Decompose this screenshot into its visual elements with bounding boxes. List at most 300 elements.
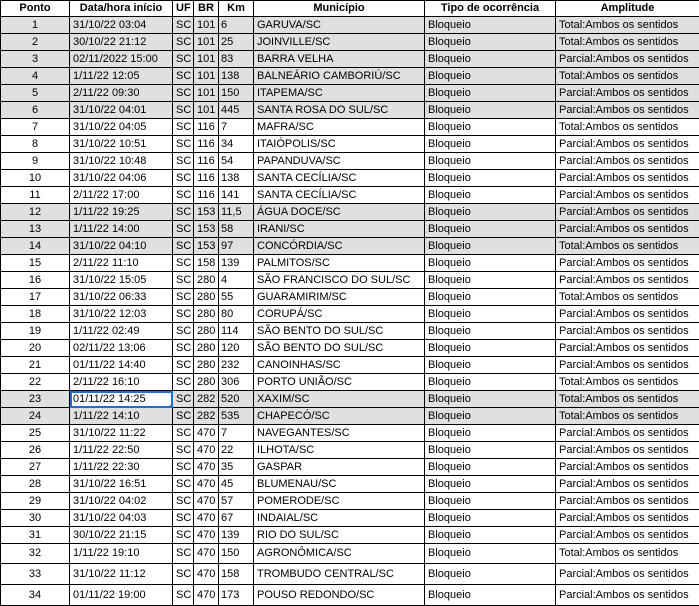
cell-ponto[interactable]: 27 [1, 459, 70, 476]
cell-amplitude[interactable]: Total:Ambos os sentidos [556, 544, 699, 564]
cell-tipo-ocorrencia[interactable]: Bloqueio [425, 85, 556, 102]
cell-municipio[interactable]: POMERODE/SC [254, 493, 425, 510]
cell-uf[interactable]: SC [173, 510, 194, 527]
cell-uf[interactable]: SC [173, 527, 194, 544]
cell-km[interactable]: 67 [219, 510, 254, 527]
cell-municipio[interactable]: SANTA ROSA DO SUL/SC [254, 102, 425, 119]
cell-municipio[interactable]: PALMITOS/SC [254, 255, 425, 272]
cell-ponto[interactable]: 32 [1, 544, 70, 564]
cell-amplitude[interactable]: Total:Ambos os sentidos [556, 391, 699, 408]
table-row [1, 585, 699, 606]
cell-br[interactable]: 280 [194, 289, 219, 306]
cell-uf[interactable]: SC [173, 68, 194, 85]
header-ponto[interactable]: Ponto [1, 1, 70, 17]
cell-km[interactable]: 22 [219, 442, 254, 459]
cell-data-hora[interactable]: 2/11/22 11:10 [70, 255, 173, 272]
cell-amplitude[interactable]: Parcial:Ambos os sentidos [556, 527, 699, 544]
cell-tipo-ocorrencia[interactable]: Bloqueio [425, 187, 556, 204]
cell-amplitude[interactable]: Total:Ambos os sentidos [556, 119, 699, 136]
cell-uf[interactable]: SC [173, 476, 194, 493]
cell-data-hora[interactable]: 1/11/22 12:05 [70, 68, 173, 85]
cell-data-hora[interactable]: 31/10/22 12:03 [70, 306, 173, 323]
cell-km[interactable]: 139 [219, 255, 254, 272]
cell-amplitude[interactable]: Parcial:Ambos os sentidos [556, 340, 699, 357]
table-row [1, 272, 699, 289]
table-row [1, 391, 699, 408]
cell-tipo-ocorrencia[interactable]: Bloqueio [425, 289, 556, 306]
cell-uf[interactable]: SC [173, 306, 194, 323]
cell-amplitude[interactable]: Total:Ambos os sentidos [556, 17, 699, 34]
cell-tipo-ocorrencia[interactable]: Bloqueio [425, 238, 556, 255]
cell-amplitude[interactable]: Total:Ambos os sentidos [556, 408, 699, 425]
table-row [1, 459, 699, 476]
cell-amplitude[interactable]: Total:Ambos os sentidos [556, 289, 699, 306]
cell-ponto[interactable]: 3 [1, 51, 70, 68]
cell-ponto[interactable]: 24 [1, 408, 70, 425]
header-br[interactable]: BR [194, 1, 219, 17]
cell-amplitude[interactable]: Parcial:Ambos os sentidos [556, 493, 699, 510]
cell-tipo-ocorrencia[interactable]: Bloqueio [425, 323, 556, 340]
cell-uf[interactable]: SC [173, 544, 194, 564]
cell-municipio[interactable]: CORUPÁ/SC [254, 306, 425, 323]
cell-tipo-ocorrencia[interactable]: Bloqueio [425, 585, 556, 606]
cell-km[interactable]: 54 [219, 153, 254, 170]
cell-tipo-ocorrencia[interactable]: Bloqueio [425, 391, 556, 408]
cell-ponto[interactable]: 8 [1, 136, 70, 153]
cell-ponto[interactable]: 7 [1, 119, 70, 136]
cell-br[interactable]: 280 [194, 374, 219, 391]
cell-tipo-ocorrencia[interactable]: Bloqueio [425, 68, 556, 85]
cell-municipio[interactable]: PORTO UNIÃO/SC [254, 374, 425, 391]
cell-km[interactable]: 80 [219, 306, 254, 323]
cell-data-hora[interactable]: 1/11/22 19:10 [70, 544, 173, 564]
cell-data-hora[interactable]: 31/10/22 04:06 [70, 170, 173, 187]
cell-amplitude[interactable]: Parcial:Ambos os sentidos [556, 221, 699, 238]
cell-br[interactable]: 116 [194, 170, 219, 187]
cell-ponto[interactable]: 10 [1, 170, 70, 187]
cell-km[interactable]: 35 [219, 459, 254, 476]
cell-municipio[interactable]: ITAPEMA/SC [254, 85, 425, 102]
cell-tipo-ocorrencia[interactable]: Bloqueio [425, 34, 556, 51]
cell-ponto[interactable]: 16 [1, 272, 70, 289]
header-municipio[interactable]: Município [254, 1, 425, 17]
cell-km[interactable]: 7 [219, 425, 254, 442]
cell-uf[interactable]: SC [173, 221, 194, 238]
cell-data-hora[interactable]: 02/11/22 13:06 [70, 340, 173, 357]
cell-tipo-ocorrencia[interactable]: Bloqueio [425, 306, 556, 323]
cell-amplitude[interactable]: Parcial:Ambos os sentidos [556, 476, 699, 493]
cell-km[interactable]: 4 [219, 272, 254, 289]
cell-amplitude[interactable]: Total:Ambos os sentidos [556, 374, 699, 391]
cell-uf[interactable]: SC [173, 459, 194, 476]
cell-data-hora[interactable]: 31/10/22 04:01 [70, 102, 173, 119]
cell-tipo-ocorrencia[interactable]: Bloqueio [425, 136, 556, 153]
cell-uf[interactable]: SC [173, 170, 194, 187]
cell-km[interactable]: 45 [219, 476, 254, 493]
cell-tipo-ocorrencia[interactable]: Bloqueio [425, 510, 556, 527]
cell-br[interactable]: 470 [194, 527, 219, 544]
cell-ponto[interactable]: 11 [1, 187, 70, 204]
cell-km[interactable]: 173 [219, 585, 254, 606]
table-row [1, 357, 699, 374]
cell-amplitude[interactable]: Parcial:Ambos os sentidos [556, 255, 699, 272]
cell-br[interactable]: 470 [194, 493, 219, 510]
cell-ponto[interactable]: 17 [1, 289, 70, 306]
cell-municipio[interactable]: SANTA CECÍLIA/SC [254, 170, 425, 187]
cell-amplitude[interactable]: Parcial:Ambos os sentidos [556, 187, 699, 204]
cell-data-hora[interactable]: 30/10/22 21:15 [70, 527, 173, 544]
cell-tipo-ocorrencia[interactable]: Bloqueio [425, 340, 556, 357]
cell-data-hora[interactable]: 1/11/22 22:30 [70, 459, 173, 476]
cell-tipo-ocorrencia[interactable]: Bloqueio [425, 272, 556, 289]
cell-amplitude[interactable]: Parcial:Ambos os sentidos [556, 425, 699, 442]
cell-data-hora[interactable]: 31/10/22 06:33 [70, 289, 173, 306]
cell-tipo-ocorrencia[interactable]: Bloqueio [425, 102, 556, 119]
cell-km[interactable]: 141 [219, 187, 254, 204]
cell-municipio[interactable]: TROMBUDO CENTRAL/SC [254, 564, 425, 585]
header-uf[interactable]: UF [173, 1, 194, 17]
cell-ponto[interactable]: 29 [1, 493, 70, 510]
cell-municipio[interactable]: POUSO REDONDO/SC [254, 585, 425, 606]
cell-br[interactable]: 101 [194, 85, 219, 102]
cell-uf[interactable]: SC [173, 136, 194, 153]
cell-br[interactable]: 116 [194, 187, 219, 204]
cell-ponto[interactable]: 23 [1, 391, 70, 408]
cell-tipo-ocorrencia[interactable]: Bloqueio [425, 527, 556, 544]
cell-municipio[interactable]: ÁGUA DOCE/SC [254, 204, 425, 221]
cell-ponto[interactable]: 30 [1, 510, 70, 527]
cell-municipio[interactable]: NAVEGANTES/SC [254, 425, 425, 442]
cell-ponto[interactable]: 13 [1, 221, 70, 238]
cell-municipio[interactable]: PAPANDUVA/SC [254, 153, 425, 170]
cell-municipio[interactable]: GUARAMIRIM/SC [254, 289, 425, 306]
cell-km[interactable]: 55 [219, 289, 254, 306]
cell-amplitude[interactable]: Total:Ambos os sentidos [556, 68, 699, 85]
cell-br[interactable]: 282 [194, 391, 219, 408]
table-row [1, 238, 699, 255]
cell-ponto[interactable]: 15 [1, 255, 70, 272]
cell-ponto[interactable]: 25 [1, 425, 70, 442]
cell-data-hora[interactable]: 31/10/22 04:10 [70, 238, 173, 255]
table-row [1, 255, 699, 272]
cell-data-hora[interactable]: 31/10/22 10:51 [70, 136, 173, 153]
cell-km[interactable]: 445 [219, 102, 254, 119]
cell-ponto[interactable]: 4 [1, 68, 70, 85]
cell-amplitude[interactable]: Parcial:Ambos os sentidos [556, 585, 699, 606]
cell-municipio[interactable]: BARRA VELHA [254, 51, 425, 68]
cell-br[interactable]: 101 [194, 68, 219, 85]
cell-br[interactable]: 280 [194, 323, 219, 340]
cell-uf[interactable]: SC [173, 425, 194, 442]
cell-tipo-ocorrencia[interactable]: Bloqueio [425, 357, 556, 374]
cell-uf[interactable]: SC [173, 187, 194, 204]
cell-br[interactable]: 153 [194, 204, 219, 221]
cell-amplitude[interactable]: Parcial:Ambos os sentidos [556, 459, 699, 476]
cell-ponto[interactable]: 33 [1, 564, 70, 585]
cell-tipo-ocorrencia[interactable]: Bloqueio [425, 153, 556, 170]
cell-km[interactable]: 138 [219, 68, 254, 85]
cell-ponto[interactable]: 2 [1, 34, 70, 51]
cell-km[interactable]: 158 [219, 564, 254, 585]
cell-amplitude[interactable]: Parcial:Ambos os sentidos [556, 51, 699, 68]
cell-ponto[interactable]: 1 [1, 17, 70, 34]
cell-amplitude[interactable]: Total:Ambos os sentidos [556, 34, 699, 51]
cell-tipo-ocorrencia[interactable]: Bloqueio [425, 425, 556, 442]
cell-tipo-ocorrencia[interactable]: Bloqueio [425, 459, 556, 476]
cell-municipio[interactable]: INDAIAL/SC [254, 510, 425, 527]
cell-data-hora[interactable]: 31/10/22 10:48 [70, 153, 173, 170]
cell-amplitude[interactable]: Parcial:Ambos os sentidos [556, 85, 699, 102]
table-row [1, 425, 699, 442]
cell-amplitude[interactable]: Parcial:Ambos os sentidos [556, 306, 699, 323]
cell-municipio[interactable]: JOINVILLE/SC [254, 34, 425, 51]
cell-br[interactable]: 470 [194, 476, 219, 493]
table-row [1, 119, 699, 136]
cell-km[interactable]: 57 [219, 493, 254, 510]
cell-tipo-ocorrencia[interactable]: Bloqueio [425, 442, 556, 459]
cell-data-hora[interactable]: 31/10/22 11:12 [70, 564, 173, 585]
cell-amplitude[interactable]: Parcial:Ambos os sentidos [556, 564, 699, 585]
cell-km[interactable]: 232 [219, 357, 254, 374]
cell-ponto[interactable]: 21 [1, 357, 70, 374]
cell-br[interactable]: 116 [194, 153, 219, 170]
cell-tipo-ocorrencia[interactable]: Bloqueio [425, 119, 556, 136]
cell-km[interactable]: 7 [219, 119, 254, 136]
table-row [1, 340, 699, 357]
cell-uf[interactable]: SC [173, 153, 194, 170]
cell-municipio[interactable]: CANOINHAS/SC [254, 357, 425, 374]
cell-br[interactable]: 470 [194, 459, 219, 476]
cell-uf[interactable]: SC [173, 340, 194, 357]
cell-data-hora[interactable]: 1/11/22 22:50 [70, 442, 173, 459]
cell-amplitude[interactable]: Parcial:Ambos os sentidos [556, 357, 699, 374]
cell-uf[interactable]: SC [173, 585, 194, 606]
header-amplitude[interactable]: Amplitude [556, 1, 699, 17]
table-row [1, 34, 699, 51]
table-row [1, 527, 699, 544]
cell-uf[interactable]: SC [173, 564, 194, 585]
table-row [1, 153, 699, 170]
cell-ponto[interactable]: 22 [1, 374, 70, 391]
cell-amplitude[interactable]: Parcial:Ambos os sentidos [556, 204, 699, 221]
cell-ponto[interactable]: 12 [1, 204, 70, 221]
cell-br[interactable]: 470 [194, 510, 219, 527]
cell-municipio[interactable]: MAFRA/SC [254, 119, 425, 136]
cell-br[interactable]: 153 [194, 238, 219, 255]
cell-amplitude[interactable]: Parcial:Ambos os sentidos [556, 136, 699, 153]
cell-br[interactable]: 116 [194, 136, 219, 153]
cell-ponto[interactable]: 20 [1, 340, 70, 357]
cell-municipio[interactable]: ILHOTA/SC [254, 442, 425, 459]
cell-data-hora[interactable]: 1/11/22 19:25 [70, 204, 173, 221]
cell-ponto[interactable]: 28 [1, 476, 70, 493]
cell-uf[interactable]: SC [173, 102, 194, 119]
cell-data-hora[interactable]: 1/11/22 14:10 [70, 408, 173, 425]
cell-km[interactable]: 120 [219, 340, 254, 357]
cell-tipo-ocorrencia[interactable]: Bloqueio [425, 476, 556, 493]
cell-br[interactable]: 470 [194, 425, 219, 442]
cell-data-hora[interactable]: 31/10/22 04:02 [70, 493, 173, 510]
cell-km[interactable]: 83 [219, 51, 254, 68]
cell-municipio[interactable]: SANTA CECÍLIA/SC [254, 187, 425, 204]
cell-municipio[interactable]: GARUVA/SC [254, 17, 425, 34]
header-row [1, 1, 699, 17]
cell-km[interactable]: 58 [219, 221, 254, 238]
table-row [1, 323, 699, 340]
cell-tipo-ocorrencia[interactable]: Bloqueio [425, 374, 556, 391]
cell-data-hora[interactable]: 31/10/22 11:22 [70, 425, 173, 442]
cell-br[interactable]: 280 [194, 340, 219, 357]
cell-municipio[interactable]: XAXIM/SC [254, 391, 425, 408]
cell-km[interactable]: 139 [219, 527, 254, 544]
cell-municipio[interactable]: BALNEÁRIO CAMBORIÚ/SC [254, 68, 425, 85]
cell-uf[interactable]: SC [173, 493, 194, 510]
cell-br[interactable]: 282 [194, 408, 219, 425]
cell-amplitude[interactable]: Parcial:Ambos os sentidos [556, 323, 699, 340]
cell-tipo-ocorrencia[interactable]: Bloqueio [425, 564, 556, 585]
cell-data-hora[interactable]: 01/11/22 14:40 [70, 357, 173, 374]
cell-km[interactable]: 306 [219, 374, 254, 391]
cell-km[interactable]: 25 [219, 34, 254, 51]
cell-uf[interactable]: SC [173, 85, 194, 102]
cell-br[interactable]: 101 [194, 51, 219, 68]
cell-data-hora[interactable]: 31/10/22 16:51 [70, 476, 173, 493]
cell-km[interactable]: 138 [219, 170, 254, 187]
cell-ponto[interactable]: 6 [1, 102, 70, 119]
cell-amplitude[interactable]: Parcial:Ambos os sentidos [556, 102, 699, 119]
cell-tipo-ocorrencia[interactable]: Bloqueio [425, 221, 556, 238]
cell-data-hora[interactable]: 2/11/22 16:10 [70, 374, 173, 391]
cell-amplitude[interactable]: Parcial:Ambos os sentidos [556, 153, 699, 170]
cell-br[interactable]: 470 [194, 585, 219, 606]
cell-tipo-ocorrencia[interactable]: Bloqueio [425, 170, 556, 187]
cell-tipo-ocorrencia[interactable]: Bloqueio [425, 204, 556, 221]
cell-km[interactable]: 11,5 [219, 204, 254, 221]
header-tipo-ocorrencia[interactable]: Tipo de ocorrência [425, 1, 556, 17]
cell-ponto[interactable]: 9 [1, 153, 70, 170]
cell-uf[interactable]: SC [173, 51, 194, 68]
cell-amplitude[interactable]: Parcial:Ambos os sentidos [556, 510, 699, 527]
cell-br[interactable]: 470 [194, 564, 219, 585]
cell-municipio[interactable]: SÃO FRANCISCO DO SUL/SC [254, 272, 425, 289]
cell-data-hora[interactable]: 31/10/22 03:04 [70, 17, 173, 34]
cell-amplitude[interactable]: Total:Ambos os sentidos [556, 238, 699, 255]
cell-uf[interactable]: SC [173, 272, 194, 289]
cell-br[interactable]: 116 [194, 119, 219, 136]
cell-tipo-ocorrencia[interactable]: Bloqueio [425, 408, 556, 425]
cell-data-hora[interactable]: 2/11/22 17:00 [70, 187, 173, 204]
cell-amplitude[interactable]: Parcial:Ambos os sentidos [556, 170, 699, 187]
cell-km[interactable]: 520 [219, 391, 254, 408]
cell-ponto[interactable]: 34 [1, 585, 70, 606]
cell-br[interactable]: 101 [194, 34, 219, 51]
cell-uf[interactable]: SC [173, 204, 194, 221]
cell-data-hora[interactable]: 31/10/22 04:05 [70, 119, 173, 136]
cell-km[interactable]: 97 [219, 238, 254, 255]
cell-br[interactable]: 153 [194, 221, 219, 238]
cell-tipo-ocorrencia[interactable]: Bloqueio [425, 544, 556, 564]
cell-municipio[interactable]: SÃO BENTO DO SUL/SC [254, 323, 425, 340]
cell-amplitude[interactable]: Parcial:Ambos os sentidos [556, 272, 699, 289]
cell-municipio[interactable]: SÃO BENTO DO SUL/SC [254, 340, 425, 357]
cell-km[interactable]: 150 [219, 85, 254, 102]
table-row [1, 204, 699, 221]
cell-uf[interactable]: SC [173, 119, 194, 136]
cell-municipio[interactable]: CHAPECÓ/SC [254, 408, 425, 425]
cell-br[interactable]: 280 [194, 306, 219, 323]
cell-municipio[interactable]: CONCÓRDIA/SC [254, 238, 425, 255]
cell-ponto[interactable]: 14 [1, 238, 70, 255]
table-row [1, 510, 699, 527]
cell-municipio[interactable]: ITAIÓPOLIS/SC [254, 136, 425, 153]
cell-br[interactable]: 101 [194, 17, 219, 34]
cell-ponto[interactable]: 18 [1, 306, 70, 323]
cell-uf[interactable]: SC [173, 357, 194, 374]
cell-km[interactable]: 6 [219, 17, 254, 34]
cell-km[interactable]: 114 [219, 323, 254, 340]
cell-data-hora[interactable]: 31/10/22 15:05 [70, 272, 173, 289]
cell-ponto[interactable]: 26 [1, 442, 70, 459]
cell-br[interactable]: 470 [194, 442, 219, 459]
cell-uf[interactable]: SC [173, 255, 194, 272]
cell-uf[interactable]: SC [173, 442, 194, 459]
cell-tipo-ocorrencia[interactable]: Bloqueio [425, 493, 556, 510]
cell-km[interactable]: 150 [219, 544, 254, 564]
cell-ponto[interactable]: 19 [1, 323, 70, 340]
cell-data-hora[interactable]: 1/11/22 02:49 [70, 323, 173, 340]
cell-br[interactable]: 158 [194, 255, 219, 272]
cell-uf[interactable]: SC [173, 374, 194, 391]
cell-tipo-ocorrencia[interactable]: Bloqueio [425, 255, 556, 272]
cell-data-hora[interactable]: 1/11/22 14:00 [70, 221, 173, 238]
cell-uf[interactable]: SC [173, 34, 194, 51]
cell-municipio[interactable]: AGRONÔMICA/SC [254, 544, 425, 564]
cell-uf[interactable]: SC [173, 408, 194, 425]
cell-tipo-ocorrencia[interactable]: Bloqueio [425, 51, 556, 68]
cell-data-hora[interactable]: 02/11/2022 15:00 [70, 51, 173, 68]
cell-amplitude[interactable]: Parcial:Ambos os sentidos [556, 442, 699, 459]
header-km[interactable]: Km [219, 1, 254, 17]
cell-data-hora[interactable]: 30/10/22 21:12 [70, 34, 173, 51]
cell-municipio[interactable]: BLUMENAU/SC [254, 476, 425, 493]
table-row [1, 51, 699, 68]
cell-km[interactable]: 535 [219, 408, 254, 425]
cell-ponto[interactable]: 31 [1, 527, 70, 544]
cell-data-hora[interactable]: 2/11/22 09:30 [70, 85, 173, 102]
table-row [1, 187, 699, 204]
cell-km[interactable]: 34 [219, 136, 254, 153]
cell-data-hora[interactable]: 01/11/22 19:00 [70, 585, 173, 606]
cell-municipio[interactable]: GASPAR [254, 459, 425, 476]
cell-tipo-ocorrencia[interactable]: Bloqueio [425, 17, 556, 34]
cell-municipio[interactable]: IRANI/SC [254, 221, 425, 238]
cell-br[interactable]: 101 [194, 102, 219, 119]
cell-data-hora[interactable]: 31/10/22 04:03 [70, 510, 173, 527]
header-data-hora[interactable]: Data/hora início [70, 1, 173, 17]
cell-br[interactable]: 470 [194, 544, 219, 564]
cell-uf[interactable]: SC [173, 323, 194, 340]
cell-uf[interactable]: SC [173, 391, 194, 408]
cell-municipio[interactable]: RIO DO SUL/SC [254, 527, 425, 544]
cell-ponto[interactable]: 5 [1, 85, 70, 102]
cell-br[interactable]: 280 [194, 272, 219, 289]
cell-uf[interactable]: SC [173, 17, 194, 34]
cell-uf[interactable]: SC [173, 289, 194, 306]
cell-uf[interactable]: SC [173, 238, 194, 255]
cell-br[interactable]: 280 [194, 357, 219, 374]
cell-data-hora-selected[interactable]: 01/11/22 14:25 [70, 391, 173, 408]
fill-handle[interactable] [170, 405, 173, 408]
